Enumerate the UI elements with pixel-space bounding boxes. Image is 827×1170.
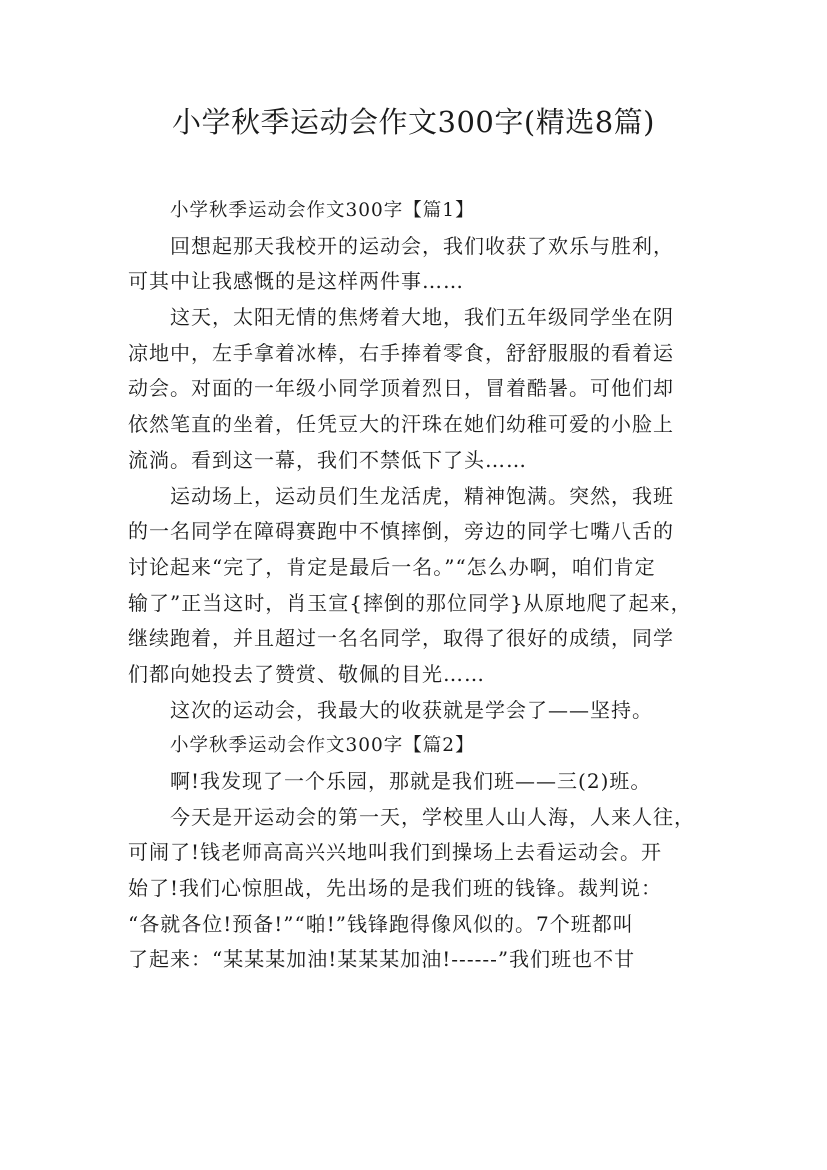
text-line: 讨论起来“完了，肯定是最后一名。”“怎么办啊，咱们肯定 [128,554,656,579]
text-line: 这次的运动会，我最大的收获就是学会了——坚持。 [170,697,653,722]
text-line: 们都向她投去了赞赏、敬佩的目光…… [128,661,485,686]
text-line: 依然笔直的坐着，任凭豆大的汗珠在她们幼稚可爱的小脸上 [128,412,674,437]
text-line: 这天，太阳无情的焦烤着大地，我们五年级同学坐在阴 [170,305,674,330]
text-line: “各就各位!预备!”“啪!”钱锋跑得像风似的。7个班都叫 [128,911,634,936]
text-line: 可闹了!钱老师高高兴兴地叫我们到操场上去看运动会。开 [128,840,663,865]
document-body [128,193,716,978]
text-line: 了起来：“某某某加油!某某某加油!------”我们班也不甘 [128,947,636,972]
text-line: 继续跑着，并且超过一名名同学，取得了很好的成绩，同学 [128,626,674,651]
text-line: 的一名同学在障碍赛跑中不慎摔倒，旁边的同学七嘴八舌的 [128,519,674,544]
text-line: 运动场上，运动员们生龙活虎，精神饱满。突然，我班 [170,483,674,508]
text-line: 输了”正当这时，肖玉宣{摔倒的那位同学}从原地爬了起来， [128,590,692,615]
section-heading: 小学秋季运动会作文300字【篇1】 [170,200,475,221]
text-line: 回想起那天我校开的运动会，我们收获了欢乐与胜利， [170,233,674,258]
text-line: 今天是开运动会的第一天，学校里人山人海，人来人往， [170,804,695,829]
text-line: 流淌。看到这一幕，我们不禁低下了头…… [128,447,527,472]
text-line: 啊!我发现了一个乐园，那就是我们班——三(2)班。 [170,769,652,793]
section-heading: 小学秋季运动会作文300字【篇2】 [170,735,475,757]
text-line: 始了!我们心惊胆战，先出场的是我们班的钱锋。裁判说： [128,876,663,901]
text-line: 可其中让我感慨的是这样两件事…… [128,269,464,294]
text-line: 动会。对面的一年级小同学顶着烈日，冒着酷暑。可他们却 [128,376,674,401]
document-title: 小学秋季运动会作文300字(精选8篇) [172,105,655,139]
text-line: 凉地中，左手拿着冰棒，右手捧着零食，舒舒服服的看着运 [128,340,674,365]
